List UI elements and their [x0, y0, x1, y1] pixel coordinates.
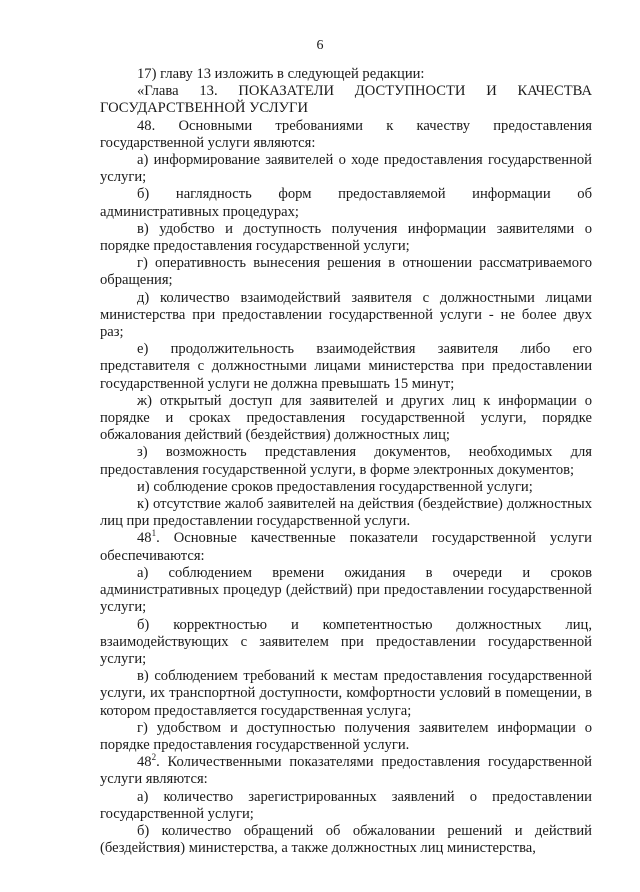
clause-48-1	[100, 530, 592, 564]
clause-48-1-item-a: а) соблюдением времени ожидания в очереди и сроков административных процедур (действий) при предоставлении государственной услуги;	[100, 564, 592, 616]
clause-48-item-b: б) наглядность форм предоставляемой информации об административных процедурах;	[100, 186, 592, 220]
clause-48-item-k: к) отсутствие жалоб заявителей на действия (бездействие) должностных лиц при предоставлении государственной услуги.	[100, 496, 592, 530]
clause-48-1-item-v: в) соблюдением требований к местам предоставления государственной услуги, их транспортной доступности, комфортности условий в помещении, в котором предоставляется государственная услуга;	[100, 668, 592, 719]
clause-48-1-item-g: г) удобством и доступностью получения заявителем информации о порядке предоставления государственной услуги.	[100, 719, 592, 753]
clause-text: . Количественными показателями предоставления государственной услуги являются:	[100, 754, 592, 788]
page-number: 6	[316, 38, 324, 53]
clause-48-1-item-b: б) корректностью и компетентностью должностных лиц, взаимодействующих с заявителем при предоставлении государственной услуги;	[100, 616, 592, 667]
clause-48-item-z: з) возможность представления документов, необходимых для предоставления государственной услуги, в форме электронных документов;	[100, 444, 592, 478]
clause-48-item-a: а) информирование заявителей о ходе предоставления государственной услуги;	[100, 152, 592, 186]
chapter-heading: «Глава 13. ПОКАЗАТЕЛИ ДОСТУПНОСТИ И КАЧЕСТВА ГОСУДАРСТВЕННОЙ УСЛУГИ	[100, 83, 592, 117]
clause-superscript: 2	[151, 752, 157, 763]
clause-48-item-v: в) удобство и доступность получения информации заявителями о порядке предоставления государственной услуги;	[100, 220, 592, 255]
clause-48-item-e: е) продолжительность взаимодействия заявителя либо его представителя с должностными лицами министерства при предоставлении государственной услуги не должна превышать 15 минут;	[100, 341, 592, 392]
clause-48-item-zh: ж) открытый доступ для заявителей и других лиц к информации о порядке и сроках предоставления государственной услуги, порядке обжалования действий (бездействия) должностных лиц;	[100, 392, 592, 444]
clause-48: 48. Основными требованиями к качеству предоставления государственной услуги являются:	[100, 117, 592, 151]
clause-48-2	[100, 754, 592, 788]
clause-48-item-g: г) оперативность вынесения решения в отношении рассматриваемого обращения;	[100, 255, 592, 289]
clause-48-2-item-b: б) количество обращений об обжаловании решений и действий (бездействия) министерства, а также должностных лиц министерства,	[100, 822, 592, 857]
intro-paragraph: 17) главу 13 изложить в следующей редакции:	[137, 66, 425, 82]
clause-48-2-item-a: а) количество зарегистрированных заявлений о предоставлении государственной услуги;	[100, 788, 592, 822]
clause-number: 48	[137, 754, 152, 771]
clause-48-item-d: д) количество взаимодействий заявителя с должностными лицами министерства при предоставлении государственной услуги - не более двух раз;	[100, 289, 592, 341]
clause-superscript: 1	[151, 528, 157, 539]
clause-number: 48	[137, 530, 152, 547]
document-body	[100, 66, 592, 857]
clause-text: . Основные качественные показатели государственной услуги обеспечиваются:	[100, 530, 592, 564]
clause-48-item-i: и) соблюдение сроков предоставления государственной услуги;	[137, 478, 533, 495]
